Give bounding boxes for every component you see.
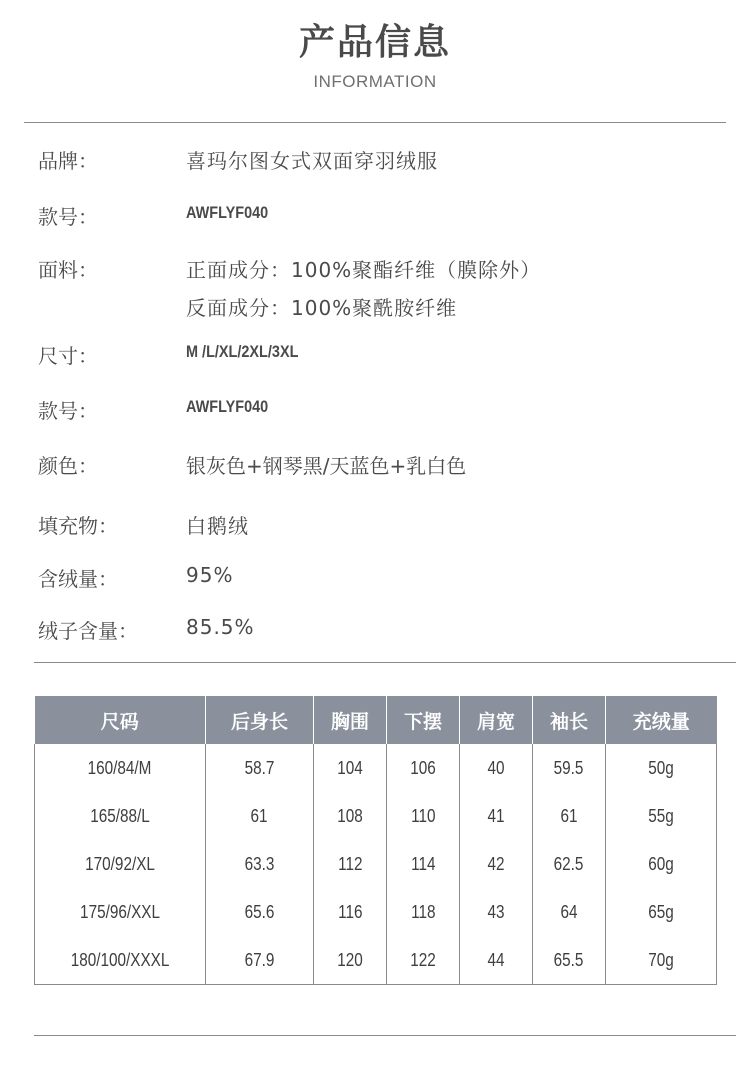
- table-cell: 62.5: [533, 840, 606, 888]
- table-row: [35, 744, 717, 792]
- table-cell: 55g: [606, 792, 717, 840]
- info-label: 款号：: [38, 205, 98, 229]
- table-cell: 64: [533, 888, 606, 936]
- table-row: [35, 888, 717, 936]
- table-row: [35, 792, 717, 840]
- divider: [34, 662, 736, 663]
- divider: [34, 1035, 736, 1036]
- table-cell: 118: [387, 888, 460, 936]
- table-cell: 120: [314, 936, 387, 985]
- table-cell: 65.5: [533, 936, 606, 985]
- info-label: 品牌：: [38, 149, 98, 173]
- table-cell: 116: [314, 888, 387, 936]
- table-cell: 60g: [606, 840, 717, 888]
- table-cell: 180/100/XXXL: [35, 936, 206, 985]
- column-header: 尺码: [35, 696, 206, 744]
- info-value: 正面成分：100%聚酯纤维（膜除外）: [186, 258, 542, 282]
- table-cell: 160/84/M: [35, 744, 206, 792]
- info-label: 含绒量：: [38, 567, 118, 591]
- info-label: 绒子含量：: [38, 619, 138, 643]
- column-header: 胸围: [314, 696, 387, 744]
- table-row: [35, 936, 717, 985]
- page-title: 产品信息: [298, 22, 451, 63]
- table-cell: 41: [460, 792, 533, 840]
- table-cell: 165/88/L: [35, 792, 206, 840]
- table-cell: 104: [314, 744, 387, 792]
- table-cell: 65g: [606, 888, 717, 936]
- info-value: AWFLYF040: [186, 397, 269, 416]
- info-value: 银灰色+钢琴黑/天蓝色+乳白色: [186, 454, 467, 478]
- divider: [24, 122, 726, 123]
- table-cell: 61: [533, 792, 606, 840]
- table-cell: 42: [460, 840, 533, 888]
- info-label: 面料：: [38, 258, 98, 282]
- table-cell: 170/92/XL: [35, 840, 206, 888]
- info-value: 85.5%: [186, 615, 255, 639]
- info-value: 喜玛尔图女式双面穿羽绒服: [186, 149, 438, 173]
- info-label: 填充物：: [38, 514, 118, 538]
- table-cell: 70g: [606, 936, 717, 985]
- table-cell: 59.5: [533, 744, 606, 792]
- size-table-header: [35, 696, 717, 744]
- column-header: 后身长: [206, 696, 314, 744]
- column-header: 肩宽: [460, 696, 533, 744]
- column-header: 下摆: [387, 696, 460, 744]
- table-cell: 43: [460, 888, 533, 936]
- column-header: 充绒量: [606, 696, 717, 744]
- info-value: AWFLYF040: [186, 203, 269, 222]
- info-label: 尺寸：: [38, 344, 98, 368]
- table-cell: 58.7: [206, 744, 314, 792]
- table-cell: 61: [206, 792, 314, 840]
- info-label: 款号：: [38, 399, 98, 423]
- info-value: 白鹅绒: [186, 514, 249, 538]
- table-cell: 106: [387, 744, 460, 792]
- table-cell: 65.6: [206, 888, 314, 936]
- table-cell: 114: [387, 840, 460, 888]
- column-header: 袖长: [533, 696, 606, 744]
- page-subtitle: INFORMATION: [313, 72, 437, 91]
- table-cell: 110: [387, 792, 460, 840]
- table-row: [35, 840, 717, 888]
- table-cell: 67.9: [206, 936, 314, 985]
- info-label: 颜色：: [38, 454, 98, 478]
- table-cell: 63.3: [206, 840, 314, 888]
- table-cell: 108: [314, 792, 387, 840]
- table-cell: 40: [460, 744, 533, 792]
- table-cell: 44: [460, 936, 533, 985]
- table-cell: 112: [314, 840, 387, 888]
- table-cell: 122: [387, 936, 460, 985]
- size-table: [34, 696, 717, 985]
- table-cell: 175/96/XXL: [35, 888, 206, 936]
- table-cell: 50g: [606, 744, 717, 792]
- info-value: 95%: [186, 563, 234, 587]
- info-value-2: 反面成分：100%聚酰胺纤维: [186, 296, 458, 320]
- info-value: M /L/XL/2XL/3XL: [186, 342, 299, 361]
